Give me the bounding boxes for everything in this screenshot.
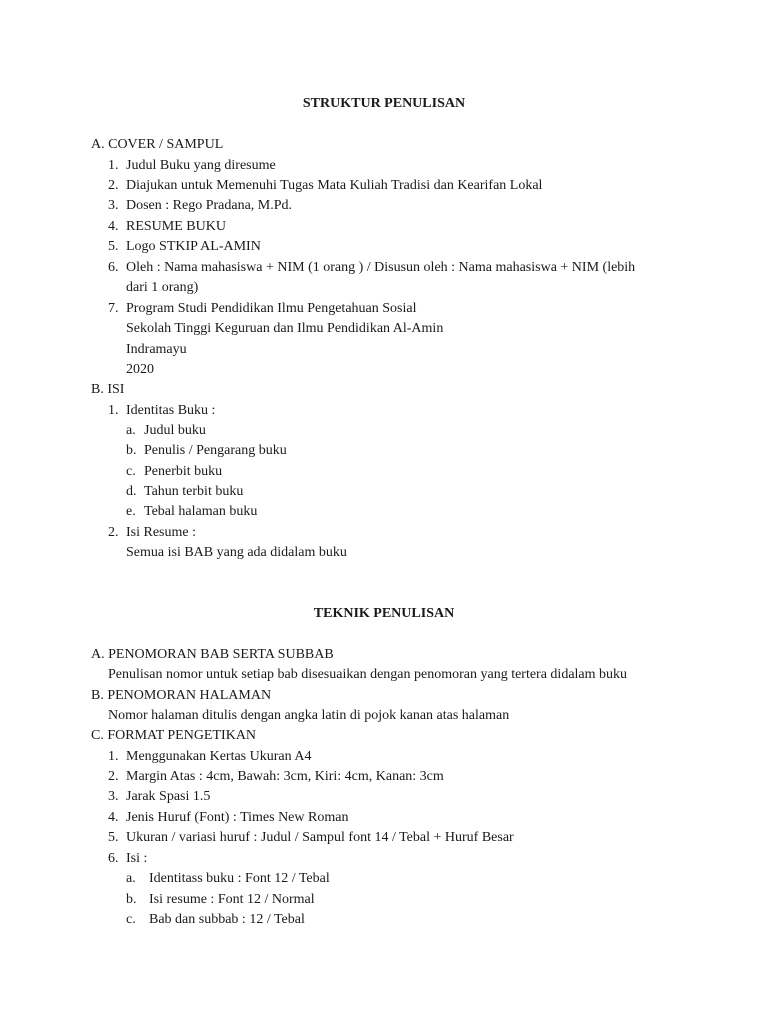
format-item-number: 4.	[108, 810, 119, 825]
format-sub-text: Bab dan subbab : 12 / Tebal	[149, 912, 305, 927]
cover-item-text: Logo STKIP AL-AMIN	[126, 239, 261, 254]
identitas-item-text: Judul buku	[144, 423, 206, 438]
cover-item-number: 5.	[108, 239, 119, 254]
isi-item-continuation: Semua isi BAB yang ada didalam buku	[126, 545, 347, 560]
format-sub-text: Isi resume : Font 12 / Normal	[149, 892, 315, 907]
format-sub-letter: c.	[126, 912, 136, 927]
format-item-text: Margin Atas : 4cm, Bawah: 3cm, Kiri: 4cm, Kanan: 3cm	[126, 769, 444, 784]
penomoran-bab-heading: A. PENOMORAN BAB SERTA SUBBAB	[91, 647, 334, 662]
isi-heading: B. ISI	[91, 382, 125, 397]
penomoran-bab-text: Penulisan nomor untuk setiap bab disesuaikan dengan penomoran yang tertera didalam buku	[108, 667, 628, 682]
cover-item-text: Diajukan untuk Memenuhi Tugas Mata Kuliah Tradisi dan Kearifan Lokal	[126, 178, 543, 193]
cover-heading: A. COVER / SAMPUL	[91, 137, 224, 152]
struktur-title: STRUKTUR PENULISAN	[302, 96, 466, 111]
identitas-item-letter: a.	[126, 423, 136, 438]
identitas-item-letter: e.	[126, 504, 136, 519]
cover-item-continuation: Sekolah Tinggi Keguruan dan Ilmu Pendidikan Al-Amin	[126, 321, 444, 336]
cover-item-text: Program Studi Pendidikan Ilmu Pengetahuan Sosial	[126, 301, 417, 316]
isi-item-text: Identitas Buku :	[126, 403, 216, 418]
cover-item-number: 2.	[108, 178, 119, 193]
cover-item-number: 7.	[108, 301, 119, 316]
isi-item-number: 1.	[108, 403, 119, 418]
format-heading: C. FORMAT PENGETIKAN	[91, 728, 257, 743]
cover-item-continuation: dari 1 orang)	[126, 280, 199, 295]
format-item-number: 3.	[108, 789, 119, 804]
identitas-item-text: Penulis / Pengarang buku	[144, 443, 287, 458]
format-item-number: 5.	[108, 830, 119, 845]
isi-item-text: Isi Resume :	[126, 525, 196, 540]
format-item-text: Ukuran / variasi huruf : Judul / Sampul font 14 / Tebal + Huruf Besar	[126, 830, 514, 845]
format-sub-letter: a.	[126, 871, 136, 886]
cover-item-continuation: 2020	[126, 362, 154, 377]
format-item-text: Jarak Spasi 1.5	[126, 789, 211, 804]
identitas-item-letter: b.	[126, 443, 137, 458]
identitas-item-letter: c.	[126, 464, 136, 479]
format-sub-text: Identitass buku : Font 12 / Tebal	[149, 871, 330, 886]
identitas-item-text: Tahun terbit buku	[144, 484, 244, 499]
cover-item-text: Judul Buku yang diresume	[126, 158, 276, 173]
identitas-item-text: Penerbit buku	[144, 464, 223, 479]
format-item-number: 6.	[108, 851, 119, 866]
format-item-text: Jenis Huruf (Font) : Times New Roman	[126, 810, 349, 825]
cover-item-text: Oleh : Nama mahasiswa + NIM (1 orang ) / Disusun oleh : Nama mahasiswa + NIM (lebih	[126, 260, 636, 275]
cover-item-number: 6.	[108, 260, 119, 275]
format-sub-letter: b.	[126, 892, 137, 907]
identitas-item-text: Tebal halaman buku	[144, 504, 258, 519]
cover-item-text: Dosen : Rego Pradana, M.Pd.	[126, 198, 293, 213]
penomoran-halaman-text: Nomor halaman ditulis dengan angka latin di pojok kanan atas halaman	[108, 708, 510, 723]
format-item-text: Menggunakan Kertas Ukuran A4	[126, 749, 312, 764]
penomoran-halaman-heading: B. PENOMORAN HALAMAN	[91, 688, 272, 703]
format-item-number: 2.	[108, 769, 119, 784]
cover-item-number: 1.	[108, 158, 119, 173]
format-item-text: Isi :	[126, 851, 148, 866]
cover-item-number: 3.	[108, 198, 119, 213]
format-item-number: 1.	[108, 749, 119, 764]
teknik-title: TEKNIK PENULISAN	[313, 606, 455, 621]
isi-item-number: 2.	[108, 525, 119, 540]
cover-item-continuation: Indramayu	[126, 342, 187, 357]
cover-item-text: RESUME BUKU	[126, 219, 226, 234]
cover-item-number: 4.	[108, 219, 119, 234]
identitas-item-letter: d.	[126, 484, 137, 499]
